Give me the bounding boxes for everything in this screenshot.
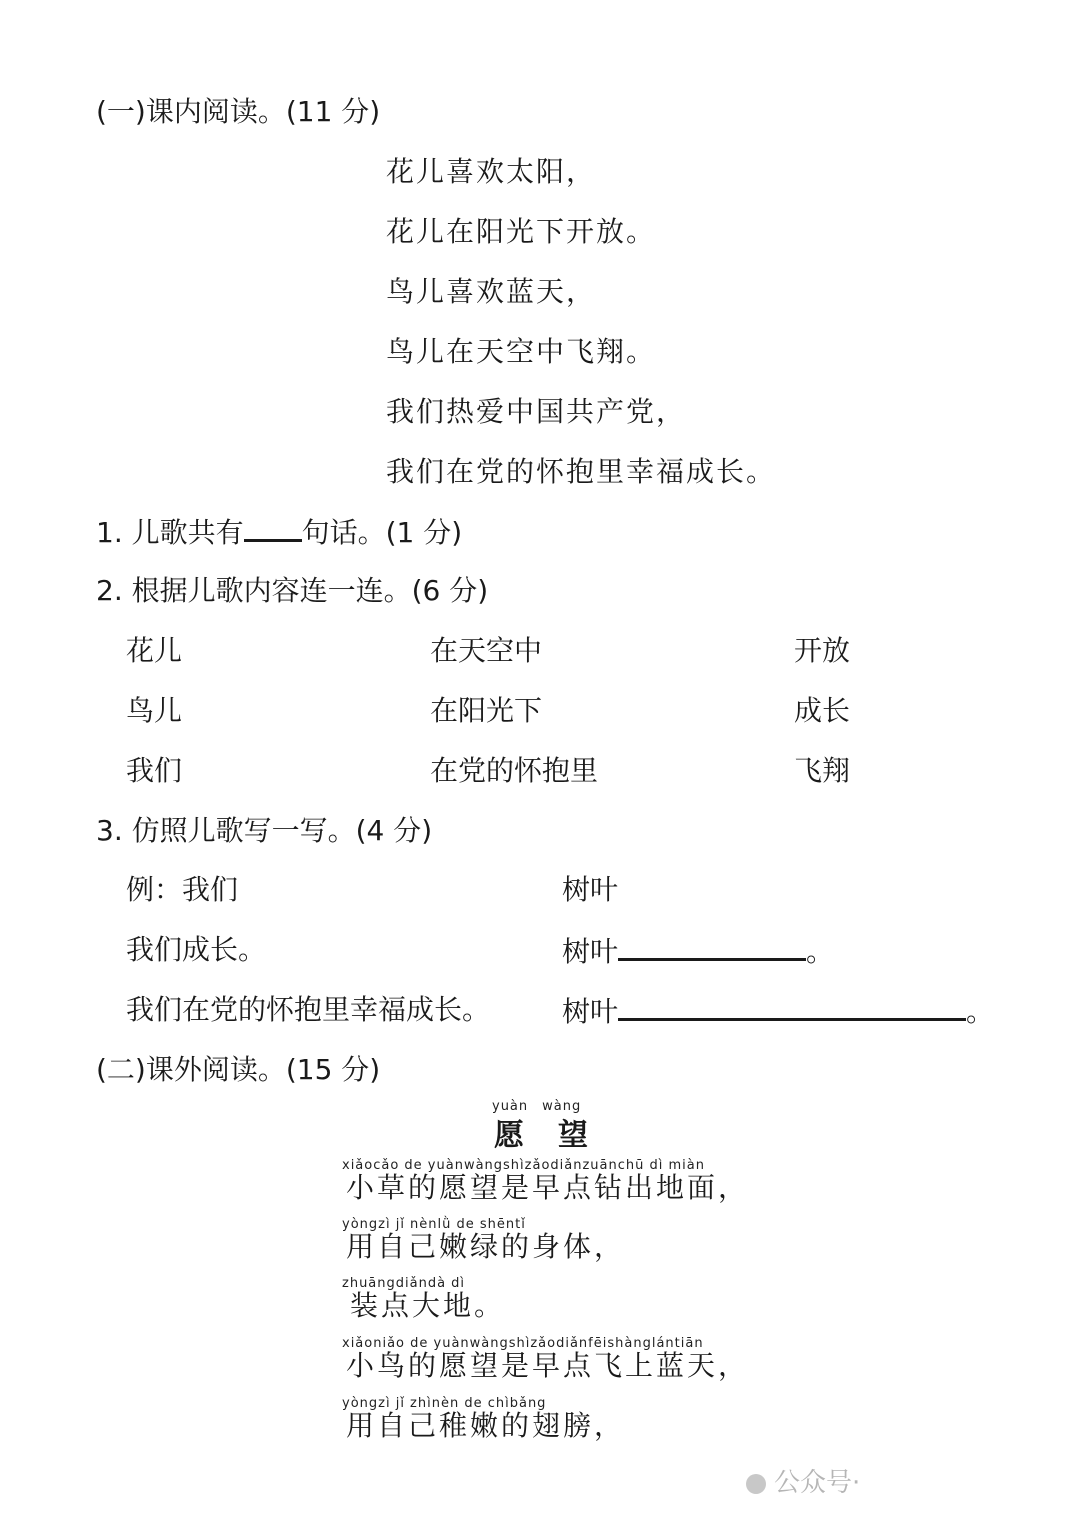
pinyin-line: yòngzì jǐ nènlǜ de shēntǐ [342,1217,526,1232]
title-pinyin: yuàn wàng [492,1099,582,1114]
exercise-line [562,990,994,1032]
poem-line: 我们热爱中国共产党， [386,395,687,428]
match-item[interactable]: 成长 [794,694,851,727]
watermark [746,1462,860,1499]
match-item[interactable]: 在阳光下 [430,694,543,727]
example-text: 我们在党的怀抱里幸福成长。 [126,993,491,1026]
question-3: 3. 仿照儿歌写一写。(4 分) [96,814,433,847]
poem-line: 花儿在阳光下开放。 [386,215,657,248]
period: 。 [966,995,995,1028]
hanzi-line: 小草的愿望是早点钻出地面， [346,1171,750,1204]
pinyin-line: yòngzì jǐ zhìnèn de chìbǎng [342,1396,547,1411]
example-text: 我们成长。 [126,933,267,966]
watermark-text: 公众号· [774,1468,861,1498]
section2-heading: (二)课外阅读。(15 分) [96,1053,381,1086]
match-item[interactable]: 我们 [126,754,183,787]
match-item[interactable]: 在党的怀抱里 [430,754,599,787]
poem-line: 花儿喜欢太阳， [386,155,597,188]
example-text: 例：我们 [126,873,239,906]
exercise-subject: 树叶 [562,935,619,968]
hanzi-line: 用自己稚嫩的翅膀， [346,1409,626,1442]
match-item[interactable]: 开放 [794,634,851,667]
question-1-suffix: 句话。(1 分) [301,516,463,549]
pinyin-line: zhuāngdiǎndà dì [342,1276,466,1291]
poem-line: 鸟儿在天空中飞翔。 [386,335,657,368]
question-1-prefix: 1. 儿歌共有 [96,516,244,549]
exercise-subject: 树叶 [562,995,619,1028]
hanzi-line: 小鸟的愿望是早点飞上蓝天， [346,1349,750,1382]
period: 。 [806,935,835,968]
exercise-subject: 树叶 [562,873,619,906]
match-item[interactable]: 飞翔 [794,754,851,787]
match-item[interactable]: 花儿 [126,634,183,667]
question-2: 2. 根据儿歌内容连一连。(6 分) [96,574,489,607]
section1-heading: (一)课内阅读。(11 分) [96,95,381,128]
pinyin-line: xiǎocǎo de yuànwàngshìzǎodiǎnzuānchū dì miàn [342,1158,705,1173]
passage-title: 愿 望 [494,1118,590,1153]
match-item[interactable]: 在天空中 [430,634,543,667]
exercise-line [562,930,834,972]
hanzi-line: 装点大地。 [350,1289,506,1322]
hanzi-line: 用自己嫩绿的身体， [346,1230,626,1263]
poem-line: 我们在党的怀抱里幸福成长。 [386,455,777,488]
match-item[interactable]: 鸟儿 [126,694,183,727]
answer-blank[interactable] [244,511,302,542]
wechat-logo-icon [746,1474,766,1494]
answer-blank[interactable] [618,930,806,961]
pinyin-line: xiǎoniǎo de yuànwàngshìzǎodiǎnfēishànglántiān [342,1336,704,1351]
poem-line: 鸟儿喜欢蓝天， [386,275,597,308]
answer-blank[interactable] [618,990,966,1021]
question-1 [96,511,462,553]
